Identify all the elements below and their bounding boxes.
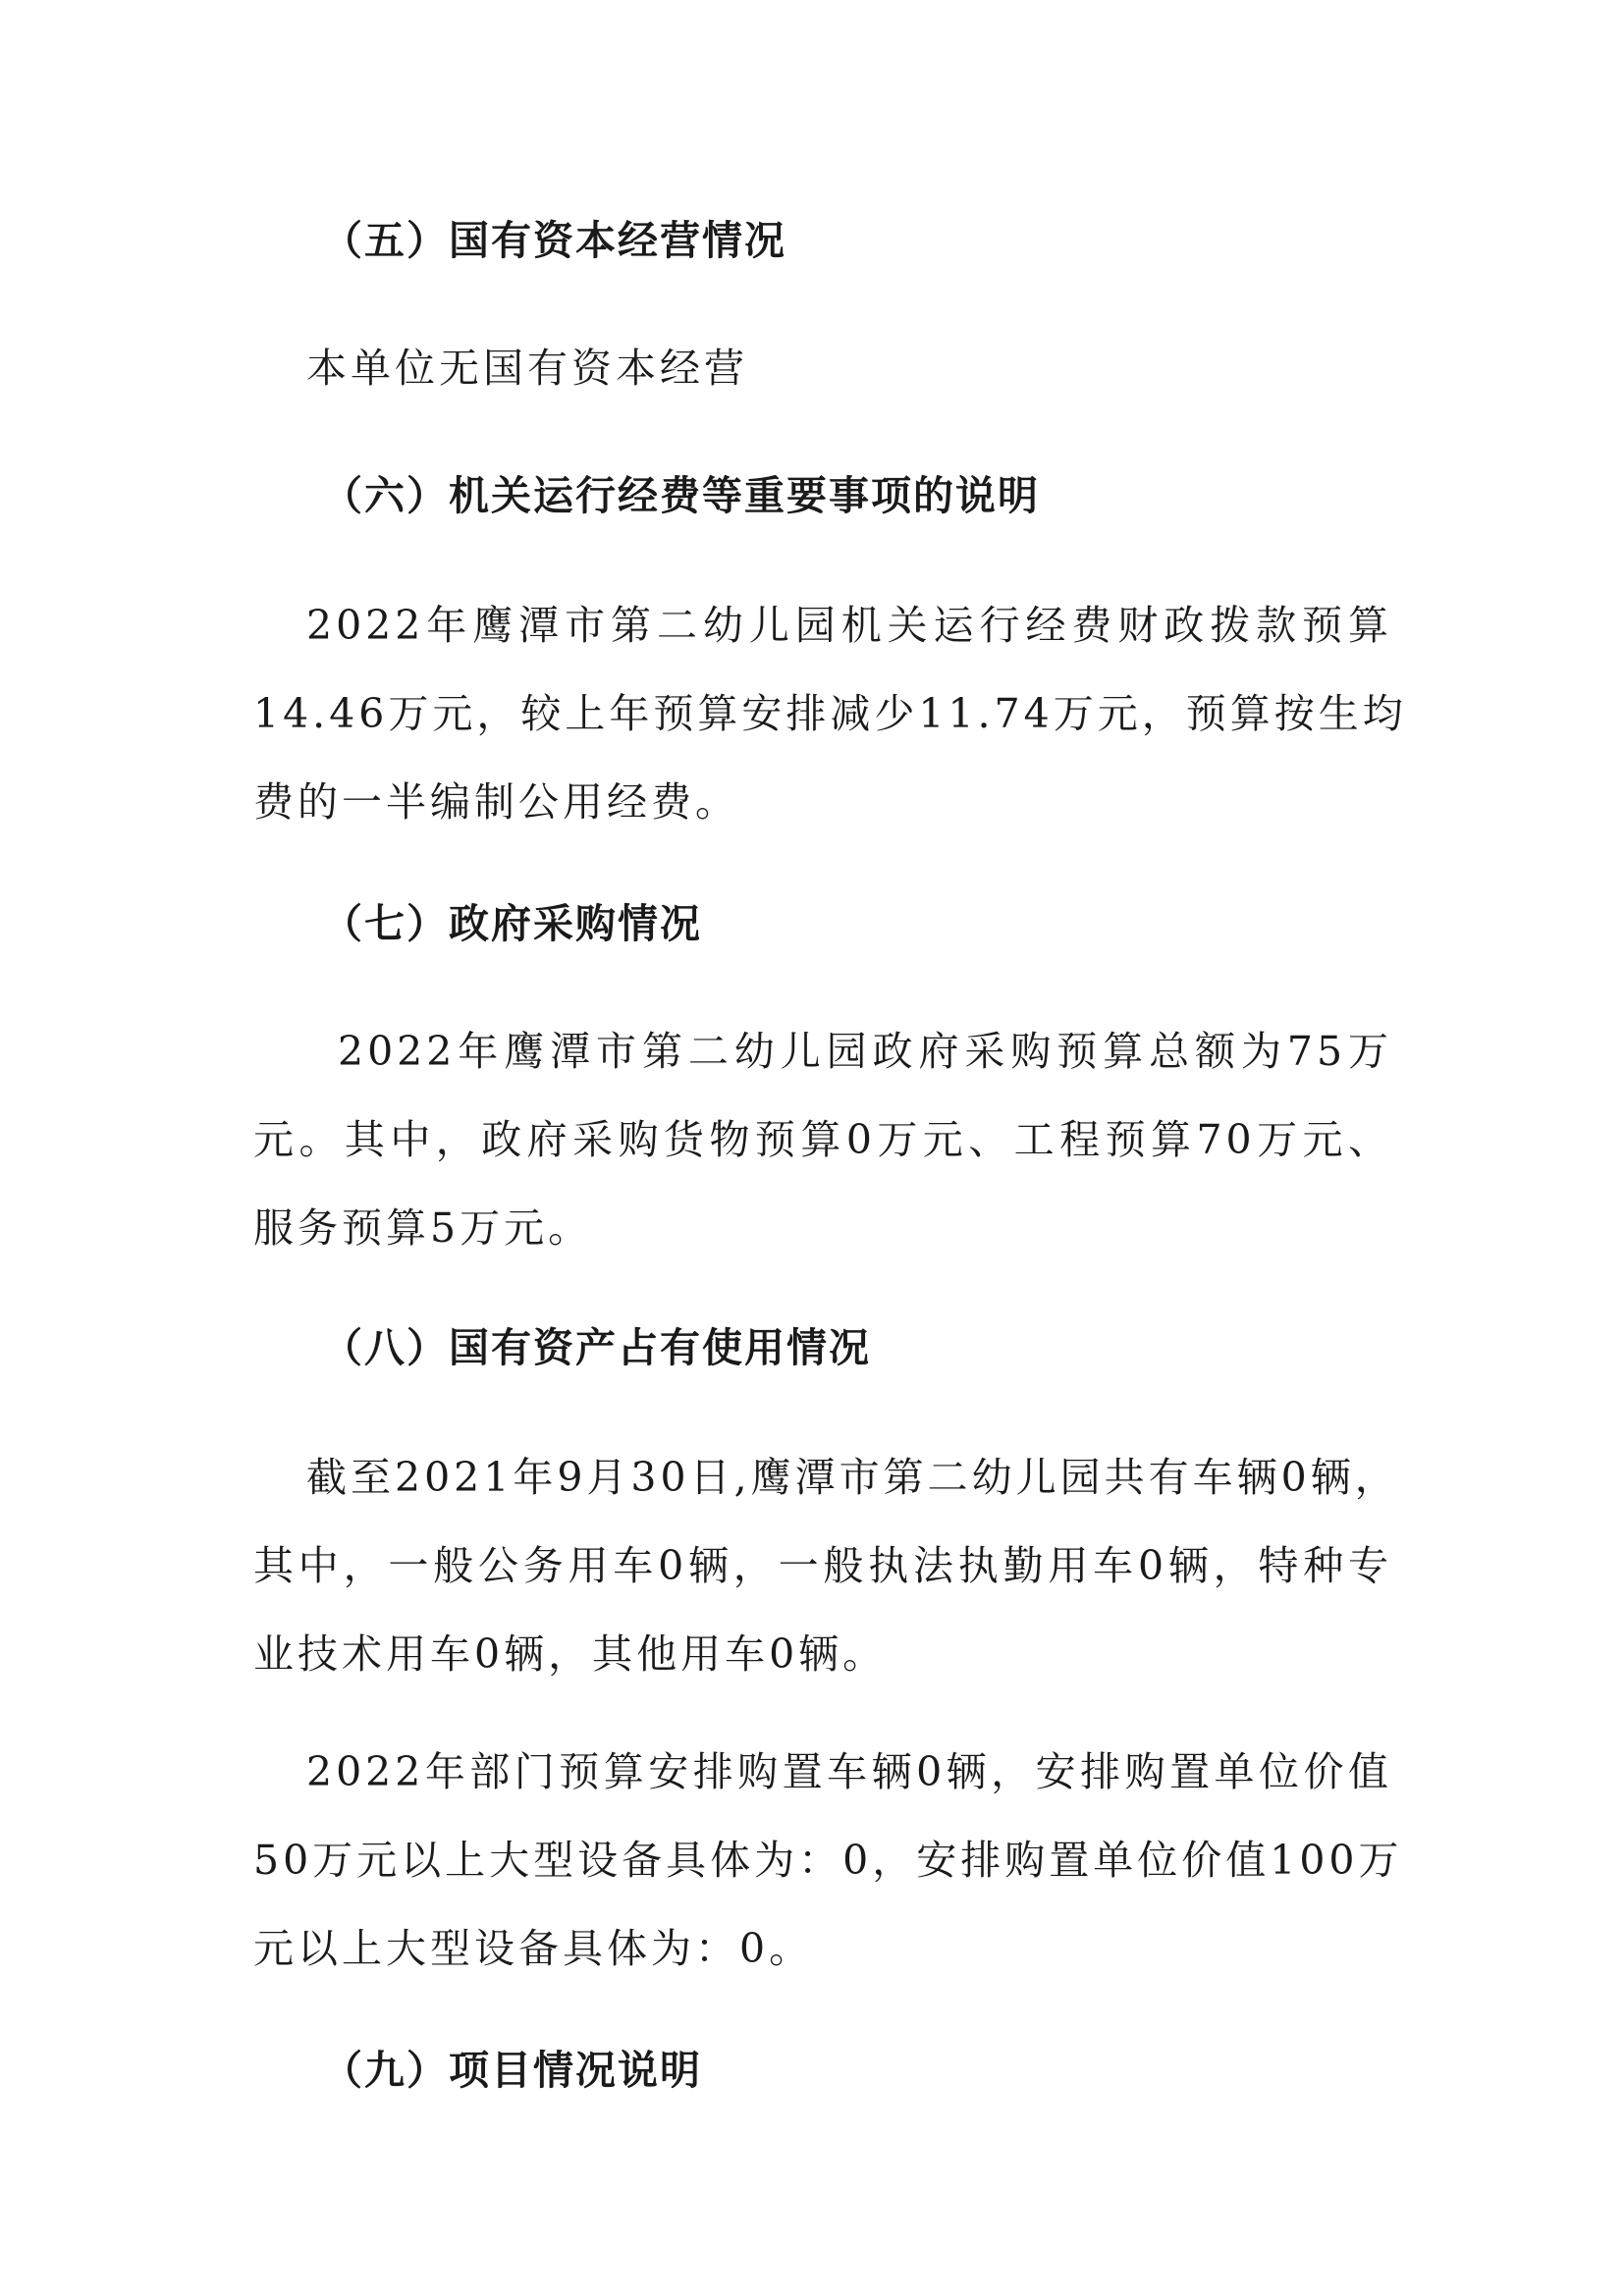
section-heading-8: （八）国有资产占有使用情况: [322, 1324, 871, 1371]
paragraph-line: 业技术用车0辆，其他用车0辆。: [253, 1630, 888, 1678]
paragraph-line: 其中，一般公务用车0辆，一般执法执勤用车0辆，特种专: [253, 1542, 1392, 1589]
paragraph-line: 费的一半编制公用经费。: [253, 778, 739, 826]
section-6-paragraph: [253, 581, 1407, 846]
paragraph-line: 2022年鹰潭市第二幼儿园机关运行经费财政拨款预算: [306, 602, 1392, 649]
section-5-paragraph: [306, 324, 1190, 412]
paragraph-line: 元以上大型设备具体为：0。: [253, 1925, 814, 1972]
paragraph-line: 2022年部门预算安排购置车辆0辆，安排购置单位价值: [306, 1748, 1392, 1795]
paragraph-line: 14.46万元，较上年预算安排减少11.74万元，预算按生均: [253, 690, 1407, 737]
section-8-paragraph-1: [253, 1433, 1399, 1698]
paragraph-line: 50万元以上大型设备具体为：0，安排购置单位价值100万: [253, 1837, 1403, 1884]
paragraph-line: 服务预算5万元。: [253, 1204, 593, 1252]
paragraph-line: 2022年鹰潭市第二幼儿园政府采购预算总额为75万: [338, 1028, 1392, 1075]
section-heading-9: （九）项目情况说明: [322, 2047, 702, 2094]
section-heading-5: （五）国有资本经营情况: [322, 217, 786, 264]
paragraph-line: 本单位无国有资本经营: [306, 345, 748, 392]
section-8-paragraph-2: [253, 1728, 1403, 1993]
paragraph-line: 截至2021年9月30日,鹰潭市第二幼儿园共有车辆0辆，: [306, 1454, 1399, 1501]
section-7-paragraph: [253, 1007, 1392, 1272]
paragraph-line: 元。其中，政府采购货物预算0万元、工程预算70万元、: [253, 1116, 1392, 1163]
section-heading-6: （六）机关运行经费等重要事项的说明: [322, 472, 1040, 519]
section-heading-7: （七）政府采购情况: [322, 900, 702, 947]
